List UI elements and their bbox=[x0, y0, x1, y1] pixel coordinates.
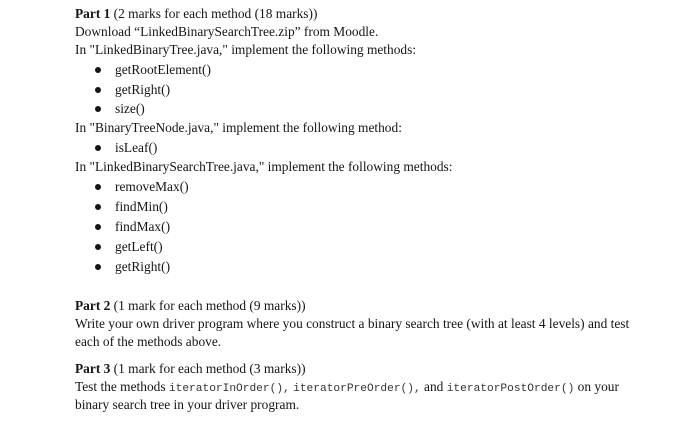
bullet-icon bbox=[95, 244, 101, 250]
part3-body-line1 bbox=[75, 378, 619, 398]
list-item bbox=[95, 238, 163, 256]
method-name: getRight() bbox=[115, 82, 171, 97]
part3-heading: Part 3 bbox=[75, 361, 111, 376]
bullet-icon bbox=[95, 67, 101, 73]
method-iterator-inorder: iteratorInOrder(), bbox=[168, 383, 290, 395]
list-item bbox=[95, 100, 145, 118]
part1-download-line: Download “LinkedBinarySearchTree.zip” from Moodle. bbox=[75, 24, 379, 39]
part1-tree-intro: In "LinkedBinaryTree.java," implement the following methods: bbox=[75, 42, 417, 57]
part2-heading: Part 2 bbox=[75, 298, 111, 313]
bullet-icon bbox=[95, 145, 101, 151]
part3-body-suffix: on your bbox=[574, 379, 619, 394]
bullet-icon bbox=[95, 224, 101, 230]
list-item bbox=[95, 178, 189, 196]
part1-marks: (2 marks for each method (18 marks)) bbox=[110, 6, 318, 21]
method-name: getLeft() bbox=[115, 239, 163, 254]
bullet-icon bbox=[95, 184, 101, 190]
method-name: findMax() bbox=[115, 219, 171, 234]
part1-bst-intro: In "LinkedBinarySearchTree.java," implement the following methods: bbox=[75, 159, 453, 174]
bullet-icon bbox=[95, 204, 101, 210]
part2-heading-line bbox=[75, 297, 306, 315]
bullet-icon bbox=[95, 106, 101, 112]
part3-and: and bbox=[420, 379, 447, 394]
method-name: findMin() bbox=[115, 199, 168, 214]
list-item bbox=[95, 139, 157, 157]
part3-marks: (1 mark for each method (3 marks)) bbox=[110, 361, 306, 376]
method-name: isLeaf() bbox=[115, 140, 158, 155]
part1-heading-line bbox=[75, 5, 317, 23]
method-iterator-preorder: iteratorPreOrder(), bbox=[293, 383, 421, 395]
list-item bbox=[95, 258, 170, 276]
part1-heading: Part 1 bbox=[75, 6, 111, 21]
part3-body-line2: binary search tree in your driver program. bbox=[75, 397, 300, 412]
part1-node-intro: In "BinaryTreeNode.java," implement the following method: bbox=[75, 120, 402, 135]
part3-heading-line bbox=[75, 360, 306, 378]
list-item bbox=[95, 198, 168, 216]
part2-body: Write your own driver program where you construct a binary search tree (with at least 4 levels) and test each of the methods above. bbox=[75, 316, 630, 349]
list-item bbox=[95, 218, 170, 236]
bullet-icon bbox=[95, 87, 101, 93]
part3-body-prefix: Test the methods bbox=[75, 379, 169, 394]
method-name: getRootElement() bbox=[115, 62, 211, 77]
method-name: removeMax() bbox=[115, 179, 189, 194]
method-name: getRight() bbox=[115, 259, 171, 274]
method-iterator-postorder: iteratorPostOrder() bbox=[446, 383, 575, 395]
bullet-icon bbox=[95, 264, 101, 270]
list-item bbox=[95, 61, 211, 79]
part2-marks: (1 mark for each method (9 marks)) bbox=[110, 298, 306, 313]
method-name: size() bbox=[115, 101, 145, 116]
list-item bbox=[95, 81, 170, 99]
